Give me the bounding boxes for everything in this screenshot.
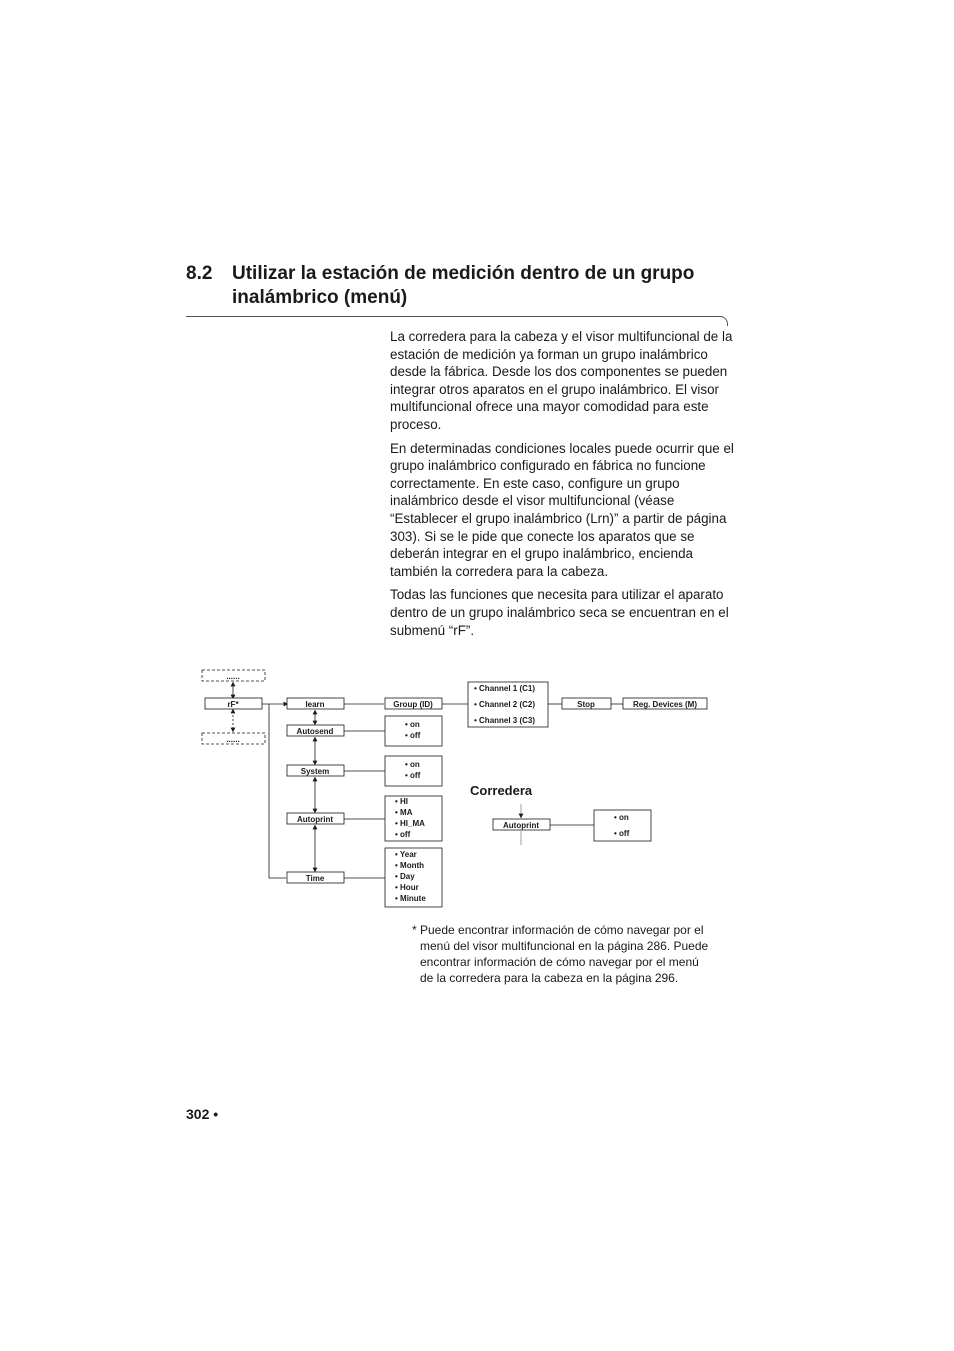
time-option-year: • Year [395, 850, 417, 859]
autosend-option-off: • off [405, 731, 421, 740]
menu-time-label: Time [305, 874, 325, 883]
time-option-month: • Month [395, 861, 425, 870]
paragraph-submenu: Todas las funciones que necesita para utilizar el aparato dentro de un grupo inalámbrico seca se encuentran en el submenú “rF”. [390, 587, 729, 638]
autosend-option-on: • on [405, 720, 420, 729]
time-option-hour: • Hour [395, 883, 419, 892]
time-option-minute: • Minute [395, 894, 426, 903]
menu-dots-top: ...... [226, 672, 240, 681]
footnote-marker: * [412, 923, 417, 937]
system-option-on: • on [405, 760, 420, 769]
footnote [412, 922, 712, 986]
slider-option-on: • on [614, 813, 629, 822]
slider-autoprint-label: Autoprint [503, 821, 539, 830]
menu-autosend-label: Autosend [296, 727, 334, 736]
autoprint-option-hima: • HI_MA [395, 819, 425, 828]
time-option-day: • Day [395, 872, 415, 881]
menu-stop-label: Stop [577, 700, 595, 709]
channel-3: • Channel 3 (C3) [474, 716, 536, 725]
footnote-text: Puede encontrar información de cómo navegar por el menú del visor multifuncional en la página 286. Puede encontrar información de cómo navegar por el menú de la corredera para la cabeza en la página 296. [420, 923, 709, 985]
slider-title: Corredera [470, 783, 533, 798]
page-number: 302 • [186, 1106, 219, 1122]
menu-autoprint-label: Autoprint [297, 815, 333, 824]
autoprint-option-off: • off [395, 830, 411, 839]
menu-group-label: Group (ID) [393, 700, 433, 709]
menu-reg-devices-label: Reg. Devices (M) [632, 700, 698, 709]
section-number: 8.2 [186, 263, 213, 284]
paragraph-intro: La corredera para la cabeza y el visor multifuncional de la estación de medición ya forman un grupo inalámbrico desde la fábrica. Desde los dos componentes se pueden integrar otros aparatos en el grupo inalámbrico. El visor multifuncional ofrece una mayor comodidad para este proceso. [390, 329, 733, 432]
menu-system-label: System [300, 767, 330, 776]
connector-backbone [269, 704, 286, 878]
autoprint-option-ma: • MA [395, 808, 413, 817]
menu-rf-label: rF* [227, 700, 239, 709]
channel-2: • Channel 2 (C2) [474, 700, 536, 709]
slider-option-off: • off [614, 829, 630, 838]
menu-dots-bottom: ...... [226, 735, 240, 744]
autoprint-option-hi: • HI [395, 797, 409, 806]
menu-learn-label: learn [305, 700, 325, 709]
section-title: Utilizar la estación de medición dentro de un grupo inalámbrico (menú) [232, 263, 695, 308]
paragraph-conditions: En determinadas condiciones locales puede ocurrir que el grupo inalámbrico configurado en fábrica no funcione correctamente. En este caso, configure un grupo inalámbrico desde el visor multifuncional (véase “Establecer el grupo inalámbrico (Lrn)” a partir de página 303). Si se le pide que conecte los aparatos que se deberán integrar en el grupo inalámbrico, encienda también la corredera para la cabeza. [390, 440, 734, 579]
system-option-off: • off [405, 771, 421, 780]
channel-1: • Channel 1 (C1) [474, 684, 536, 693]
